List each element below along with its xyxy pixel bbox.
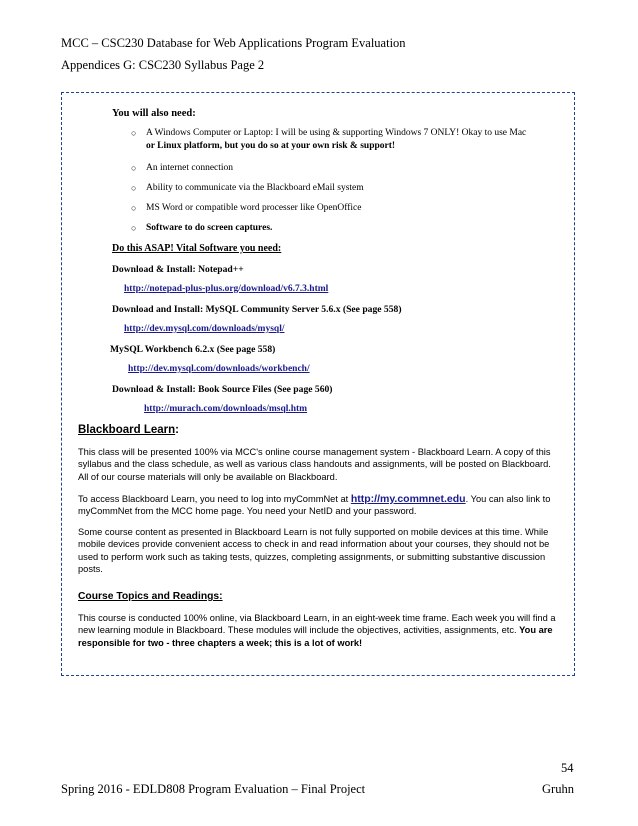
blackboard-paragraph-2-end: . You can also link to myCommNet from the MCC home page. You need your NetID and your password. (78, 494, 551, 517)
blackboard-heading-text: Blackboard Learn (78, 424, 176, 436)
download-label: Download & Install: Notepad++ (112, 264, 244, 275)
bullet-icon: ○ (131, 183, 137, 193)
bullet-icon: ○ (131, 128, 137, 138)
requirement-item-continued: or Linux platform, but you do so at your own risk & support! (146, 141, 396, 151)
notepad-link[interactable]: http://notepad-plus-plus.org/download/v6.7.3.html (124, 284, 329, 294)
requirement-item (146, 128, 526, 138)
requirement-item: MS Word or compatible word processer like OpenOffice (146, 203, 362, 213)
course-topics-emphasis: You are responsible for two - three chapters a week; this is a lot of work! (78, 625, 553, 648)
requirement-item: Software to do screen captures. (146, 223, 273, 233)
bullet-icon: ○ (131, 163, 137, 173)
download-label: Download and Install: MySQL Community Server 5.6.x (See page 558) (112, 304, 402, 315)
mysql-server-link[interactable]: http://dev.mysql.com/downloads/mysql/ (124, 324, 285, 334)
footer-author: Gruhn (542, 782, 574, 796)
download-label: Download & Install: Book Source Files (See page 560) (112, 384, 333, 395)
download-label: MySQL Workbench 6.2.x (See page 558) (110, 344, 276, 355)
header-title: MCC – CSC230 Database for Web Applications Program Evaluation (61, 36, 406, 50)
vital-software-heading: Do this ASAP! Vital Software you need: (112, 243, 282, 254)
blackboard-paragraph-2-start: To access Blackboard Learn, you need to log into myCommNet at (78, 494, 351, 504)
blackboard-heading-colon: : (175, 424, 179, 436)
blackboard-heading (78, 424, 179, 436)
requirement-text: A Windows Computer or Laptop: I will be using & supporting Windows 7 ONLY! Okay to use Mac (146, 128, 527, 138)
blackboard-paragraph-3: Some course content as presented in Blackboard Learn is not fully supported on mobile devices at this time. While mobile devices provide convenient access to check in and read information about your courses, they should not be used to perform work such as taking tests, quizzes, completing assignments, or submitting substantive discussion posts. (78, 527, 550, 574)
blackboard-paragraph-1: This class will be presented 100% via MCC's online course management system - Blackboard Learn. A copy of this syllabus and the class schedule, as well as various class handouts and assignments, will be posted on Blackboard. All of our course materials will only be available on Blackboard. (78, 447, 551, 482)
requirement-item: Ability to communicate via the Blackboard eMail system (146, 183, 364, 193)
bullet-icon: ○ (131, 203, 137, 213)
course-topics-heading: Course Topics and Readings: (78, 591, 223, 602)
requirement-item: An internet connection (146, 163, 234, 173)
commnet-link[interactable]: http://my.commnet.edu (350, 493, 466, 505)
course-topics-text: This course is conducted 100% online, via Blackboard Learn, in an eight-week time frame. Each week you will find a new learning module in Blackboard. These modules will include the objectives, activities, assignments, etc. (78, 613, 556, 636)
footer-left: Spring 2016 - EDLD808 Program Evaluation – Final Project (61, 782, 366, 796)
bullet-icon: ○ (131, 223, 137, 233)
page-number: 54 (561, 761, 574, 775)
course-topics-paragraph (78, 612, 563, 649)
book-source-link[interactable]: http://murach.com/downloads/msql.htm (144, 404, 308, 414)
header-subtitle: Appendices G: CSC230 Syllabus Page 2 (61, 58, 265, 72)
requirements-heading: You will also need: (112, 108, 196, 119)
workbench-link[interactable]: http://dev.mysql.com/downloads/workbench/ (128, 364, 310, 374)
blackboard-paragraph-2 (78, 493, 563, 518)
